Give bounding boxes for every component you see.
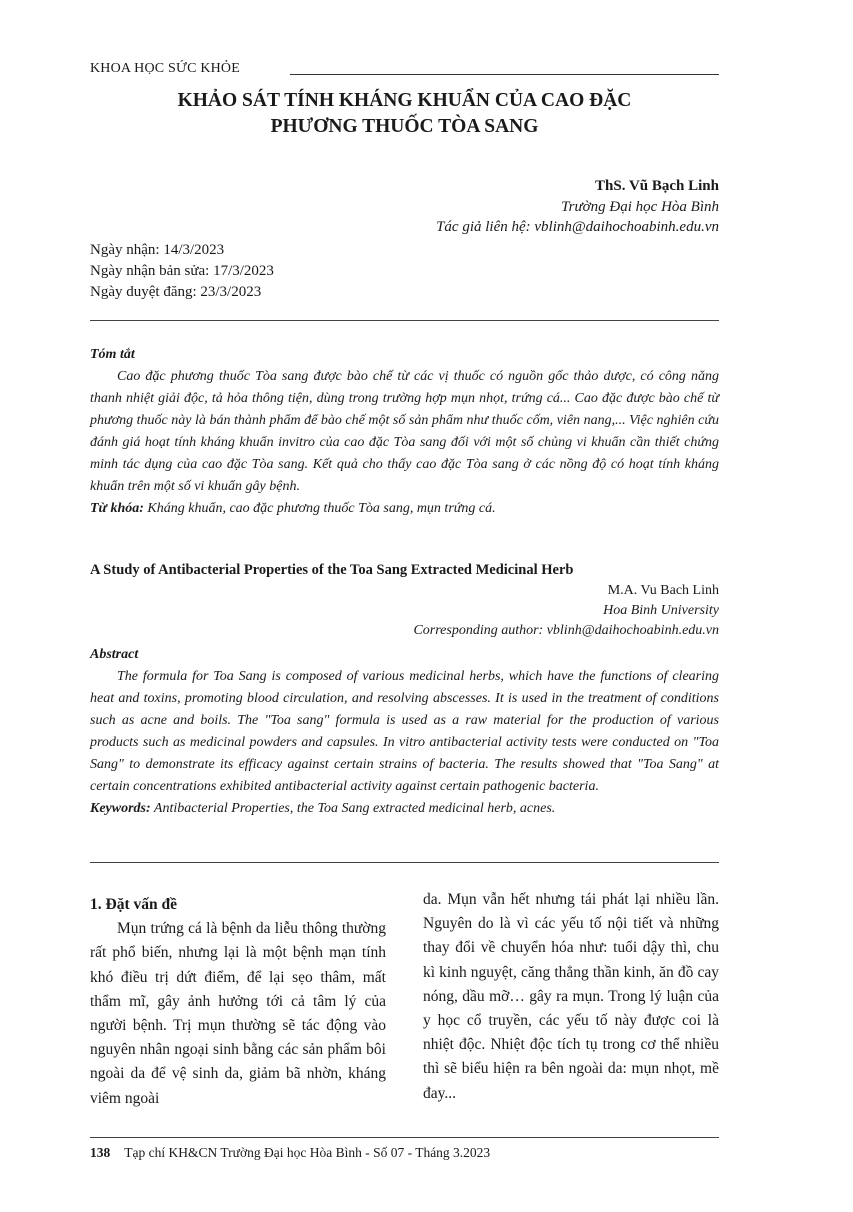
keywords-en-label: Keywords: <box>90 801 151 816</box>
body-paragraph: da. Mụn vẫn hết nhưng tái phát lại nhiều lần. Nguyên do là vì các yếu tố nội tiết và những thay đổi về chuyển hóa như: tuổi dậy thì, chu kì kinh nguyệt, căng thẳng thần kinh, ăn đồ cay nóng, dầu mỡ… gây ra mụn. Trong lý luận của y học cổ truyền, các yếu tố này được coi là nhiệt độc. Nhiệt độc tích tụ trong cơ thể nhiều thì sẽ biểu hiện ra bên ngoài da: mụn nhọt, mề đay... <box>423 891 719 1102</box>
abstract-vi-label: Tóm tắt <box>90 347 135 362</box>
divider <box>90 320 719 321</box>
author-institution: Trường Đại học Hòa Bình <box>561 199 719 215</box>
abstract-en-label: Abstract <box>90 647 139 662</box>
keywords-en <box>90 798 719 820</box>
body-paragraph: Mụn trứng cá là bệnh da liễu thông thường rất phổ biến, nhưng lại là một bệnh mạn tính khó điều trị dứt điểm, để lại sẹo thâm, mất thẩm mĩ, gây ảnh hưởng tới cả tâm lý của người bệnh. Trị mụn thường sẽ tác động vào nguyên nhân ngoại sinh bằng các sản phẩm bôi ngoài da để vệ sinh da, giảm bã nhờn, kháng viêm ngoài <box>90 920 386 1107</box>
article-dates <box>90 240 274 303</box>
footer-rule <box>90 1137 719 1138</box>
keywords-vi-label: Từ khóa: <box>90 501 144 516</box>
divider <box>90 862 719 863</box>
english-contact: Corresponding author: vblinh@daihochoabinh.edu.vn <box>413 623 719 638</box>
page-footer <box>90 1145 490 1161</box>
body-column-right <box>423 888 719 1106</box>
keywords-vi <box>90 498 719 520</box>
page-number: 138 <box>90 1145 111 1160</box>
abstract-vi-text: Cao đặc phương thuốc Tòa sang được bào chế từ các vị thuốc có nguồn gốc thảo dược, có công năng thanh nhiệt giải độc, tả hỏa thông tiện, dùng trong trường hợp mụn nhọt, trứng cá... Cao đặc được bào chế từ phương thuốc này là bán thành phẩm để bào chế một số sản phẩm như thuốc cốm, viên nang,... Việc nghiên cứu đánh giá hoạt tính kháng khuẩn invitro của cao đặc Tòa sang đối với một số chủng vi khuẩn cần thiết chứng minh tác dụng của cao đặc Tòa sang. Kết quả cho thấy cao đặc Tòa sang ở các nồng độ có hoạt tính kháng khuẩn trên một số vi khuẩn gây bệnh. <box>90 369 719 494</box>
section-label: KHOA HỌC SỨC KHỎE <box>90 61 240 76</box>
article-title-line-1: KHẢO SÁT TÍNH KHÁNG KHUẨN CỦA CAO ĐẶC <box>177 90 632 111</box>
header-rule <box>290 74 719 75</box>
author-name: ThS. Vũ Bạch Linh <box>595 178 719 194</box>
english-institution: Hoa Binh University <box>603 603 719 618</box>
keywords-vi-text: Kháng khuẩn, cao đặc phương thuốc Tòa sang, mụn trứng cá. <box>143 501 496 516</box>
keywords-en-text: Antibacterial Properties, the Toa Sang extracted medicinal herb, acnes. <box>150 801 556 816</box>
date-received: Ngày nhận: 14/3/2023 <box>90 242 225 258</box>
article-title-line-2: PHƯƠNG THUỐC TÒA SANG <box>270 116 539 137</box>
abstract-en <box>90 644 719 820</box>
body-column-left <box>90 893 386 1111</box>
english-title: A Study of Antibacterial Properties of the Toa Sang Extracted Medicinal Herb <box>90 562 574 578</box>
date-accepted: Ngày duyệt đăng: 23/3/2023 <box>90 284 262 300</box>
section-heading: 1. Đặt vấn đề <box>90 896 177 913</box>
abstract-vi <box>90 344 719 520</box>
author-contact: Tác giả liên hệ: vblinh@daihochoabinh.edu.vn <box>436 219 719 235</box>
abstract-en-text: The formula for Toa Sang is composed of various medicinal herbs, which have the functions of clearing heat and toxins, promoting blood circulation, and resolving abscesses. It is used in the treatment of conditions such as acne and boils. The "Toa sang" formula is used as a raw material for the production of various products such as medicinal powders and capsules. In vitro antibacterial activity tests were conducted on "Toa Sang" to demonstrate its efficacy against certain strains of bacteria. The results showed that "Toa Sang" at certain concentrations exhibited antibacterial activity against certain pathogenic bacteria. <box>90 669 719 794</box>
date-revised: Ngày nhận bản sửa: 17/3/2023 <box>90 263 274 279</box>
journal-name: Tạp chí KH&CN Trường Đại học Hòa Bình - Số 07 - Tháng 3.2023 <box>124 1145 491 1160</box>
english-author: M.A. Vu Bach Linh <box>607 583 719 598</box>
